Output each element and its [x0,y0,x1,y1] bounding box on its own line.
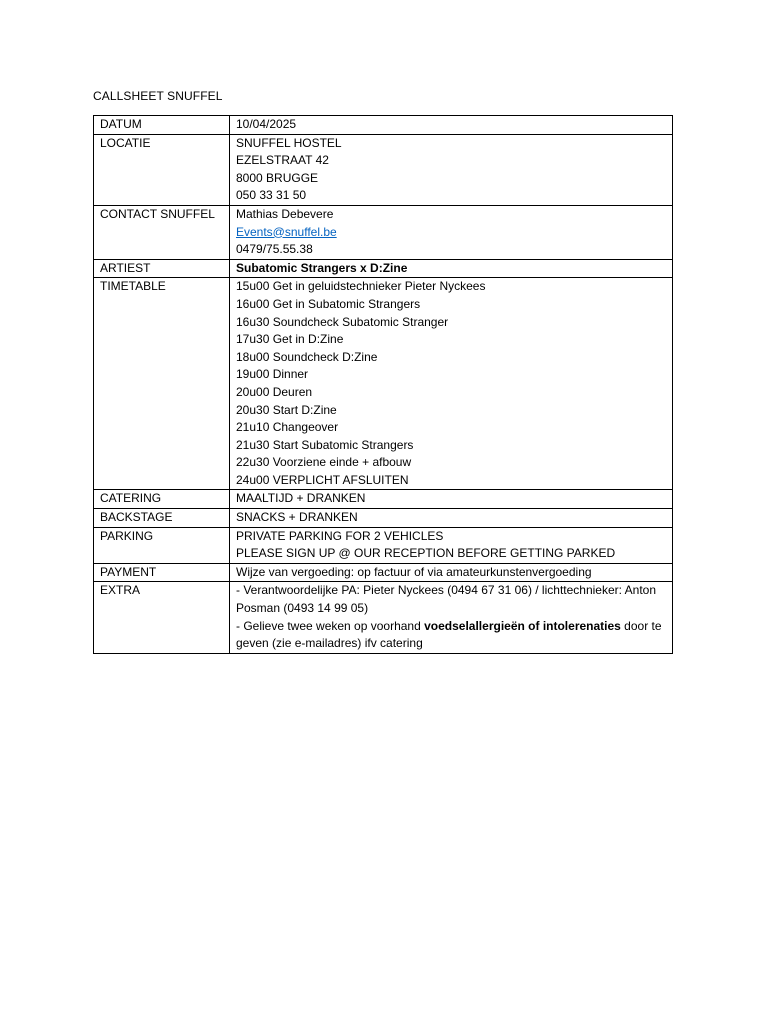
table-row-artiest [94,259,673,278]
row-value-extra [230,582,673,653]
row-value-backstage: SNACKS + DRANKEN [230,509,673,528]
row-value-parking [230,527,673,563]
extra-allergy-suffix: door te geven (zie e-mailadres) ifv catering [236,618,662,651]
timetable-item: 20u00 Deuren [236,384,313,399]
parking-line: PLEASE SIGN UP @ OUR RECEPTION BEFORE GETTING PARKED [236,546,616,561]
row-value-catering: MAALTIJD + DRANKEN [230,490,673,509]
row-value-artiest: Subatomic Strangers x D:Zine [230,259,673,278]
table-row-locatie [94,134,673,205]
timetable-item: 18u00 Soundcheck D:Zine [236,349,378,364]
row-label-catering: CATERING [94,490,230,509]
table-row-timetable [94,278,673,490]
row-label-parking: PARKING [94,527,230,563]
contact-email-link[interactable]: Events@snuffel.be [236,224,337,239]
locatie-name: SNUFFEL HOSTEL [236,135,342,150]
contact-phone: 0479/75.55.38 [236,242,313,257]
row-label-locatie: LOCATIE [94,134,230,205]
table-row-payment [94,563,673,582]
timetable-item: 22u30 Voorziene einde + afbouw [236,455,412,470]
timetable-item: 16u30 Soundcheck Subatomic Stranger [236,314,449,329]
row-label-artiest: ARTIEST [94,259,230,278]
row-value-locatie [230,134,673,205]
table-row-contact [94,205,673,259]
timetable-item: 16u00 Get in Subatomic Strangers [236,296,421,311]
extra-allergy-note [236,618,666,653]
extra-allergy-prefix: - Gelieve twee weken op voorhand [236,618,425,633]
extra-contacts: - Verantwoordelijke PA: Pieter Nyckees (0494 67 31 06) / lichttechnieker: Anton Posman (0493 14 99 05) [236,583,657,616]
table-row-datum [94,116,673,135]
timetable-item: 19u00 Dinner [236,367,309,382]
contact-name: Mathias Debevere [236,206,334,221]
row-label-timetable: TIMETABLE [94,278,230,490]
row-value-contact [230,205,673,259]
timetable-item: 24u00 VERPLICHT AFSLUITEN [236,472,409,487]
row-value-timetable [230,278,673,490]
table-row-extra [94,582,673,653]
row-label-backstage: BACKSTAGE [94,509,230,528]
locatie-street: EZELSTRAAT 42 [236,153,329,168]
table-row-parking [94,527,673,563]
parking-line: PRIVATE PARKING FOR 2 VEHICLES [236,528,444,543]
document-title: CALLSHEET SNUFFEL [93,89,223,103]
row-label-extra: EXTRA [94,582,230,653]
row-label-datum: DATUM [94,116,230,135]
row-value-payment: Wijze van vergoeding: op factuur of via amateurkunstenvergoeding [230,563,673,582]
callsheet-table [93,115,673,654]
locatie-phone: 050 33 31 50 [236,188,307,203]
row-label-payment: PAYMENT [94,563,230,582]
extra-allergy-emphasis: voedselallergieën of intolerenaties [424,618,621,633]
row-value-datum: 10/04/2025 [230,116,673,135]
timetable-item: 15u00 Get in geluidstechnieker Pieter Nyckees [236,279,486,294]
row-label-contact: CONTACT SNUFFEL [94,205,230,259]
timetable-item: 21u10 Changeover [236,420,339,435]
timetable-item: 20u30 Start D:Zine [236,402,337,417]
table-row-catering [94,490,673,509]
timetable-item: 21u30 Start Subatomic Strangers [236,437,414,452]
locatie-city: 8000 BRUGGE [236,170,319,185]
timetable-item: 17u30 Get in D:Zine [236,332,344,347]
table-row-backstage [94,509,673,528]
